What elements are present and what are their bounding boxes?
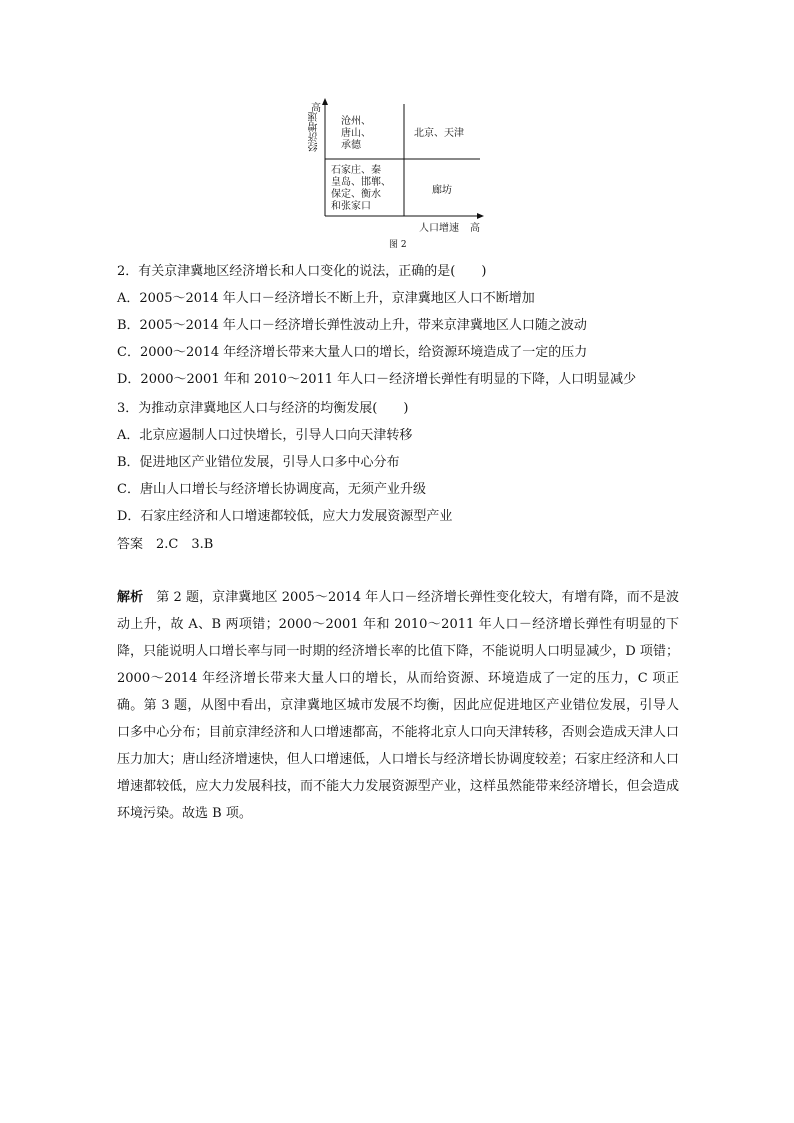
question-2: [117, 258, 679, 393]
quadrant-top-right: 北京、天津: [414, 128, 464, 139]
option-c: C．唐山人口增长与经济增长协调度高，无须产业升级: [117, 482, 426, 497]
option-d: D．石家庄经济和人口增速都较低，应大力发展资源型产业: [117, 509, 453, 524]
figure-caption: 图 2: [389, 240, 407, 250]
question-3: [117, 395, 679, 530]
question-stem: 3．为推动京津冀地区人口与经济的均衡发展( ): [117, 401, 409, 416]
question-stem: 2．有关京津冀地区经济增长和人口变化的说法，正确的是( ): [117, 264, 487, 279]
answer-block: [117, 531, 679, 558]
option-b: B．促进地区产业错位发展，引导人口多中心分布: [117, 455, 400, 470]
option-b: B．2005～2014 年人口－经济增长弹性波动上升，带来京津冀地区人口随之波动: [117, 318, 587, 333]
option-c: C．2000～2014 年经济增长带来大量人口的增长，给资源环境造成了一定的压力: [117, 345, 588, 360]
y-axis-high-label: 高: [311, 103, 321, 114]
x-axis-label: 人口增速: [419, 223, 459, 234]
analysis-label: 解析: [117, 590, 144, 605]
quadrant-top-left: 沧州、 唐山、 承德: [341, 116, 371, 151]
quadrant-bottom-right: 廊坊: [432, 185, 452, 196]
y-axis-arrow: [322, 98, 328, 105]
analysis-text: 第 2 题，京津冀地区 2005～2014 年人口－经济增长弹性变化较大，有增有降，而不是波动上升，故 A、B 两项错；2000～2001 年和 2010～2011 年人口－经济增长弹性有明显的下降，只能说明人口增长率与同一时期的经济增长率的比值下降，不能说明人口明显减少，D 项错；2000～2014 年经济增长带来大量人口的增长，从而给资源、环境造成了一定的压力，C 项正确。第 3 题，从图中看出，京津冀地区城市发展不均衡，因此应促进地区产业错位发展，引导人口多中心分布；目前京津经济和人口增速都高，不能将北京人口向天津转移，否则会造成天津人口压力加大；唐山经济增速快，但人口增速低，人口增长与经济增长协调度较差；石家庄经济和人口增速都较低，应大力发展科技，而不能大力发展资源型产业，这样虽然能带来经济增长，但会造成环境污染。故选 B 项。: [117, 590, 679, 821]
quadrant-bottom-left: 石家庄、秦 皇岛、邯郸、 保定、衡水 和张家口: [331, 165, 391, 212]
answer-line: 答案 2.C 3.B: [117, 537, 214, 552]
analysis-block: [117, 584, 679, 827]
option-a: A．2005～2014 年人口－经济增长不断上升，京津冀地区人口不断增加: [117, 291, 535, 306]
option-a: A．北京应遏制人口过快增长，引导人口向天津转移: [117, 428, 413, 443]
y-axis-label: 经济增速: [309, 112, 320, 152]
x-axis-high-label: 高: [470, 223, 480, 234]
option-d: D．2000～2001 年和 2010～2011 年人口－经济增长弹性有明显的下降，人口明显减少: [117, 372, 637, 387]
